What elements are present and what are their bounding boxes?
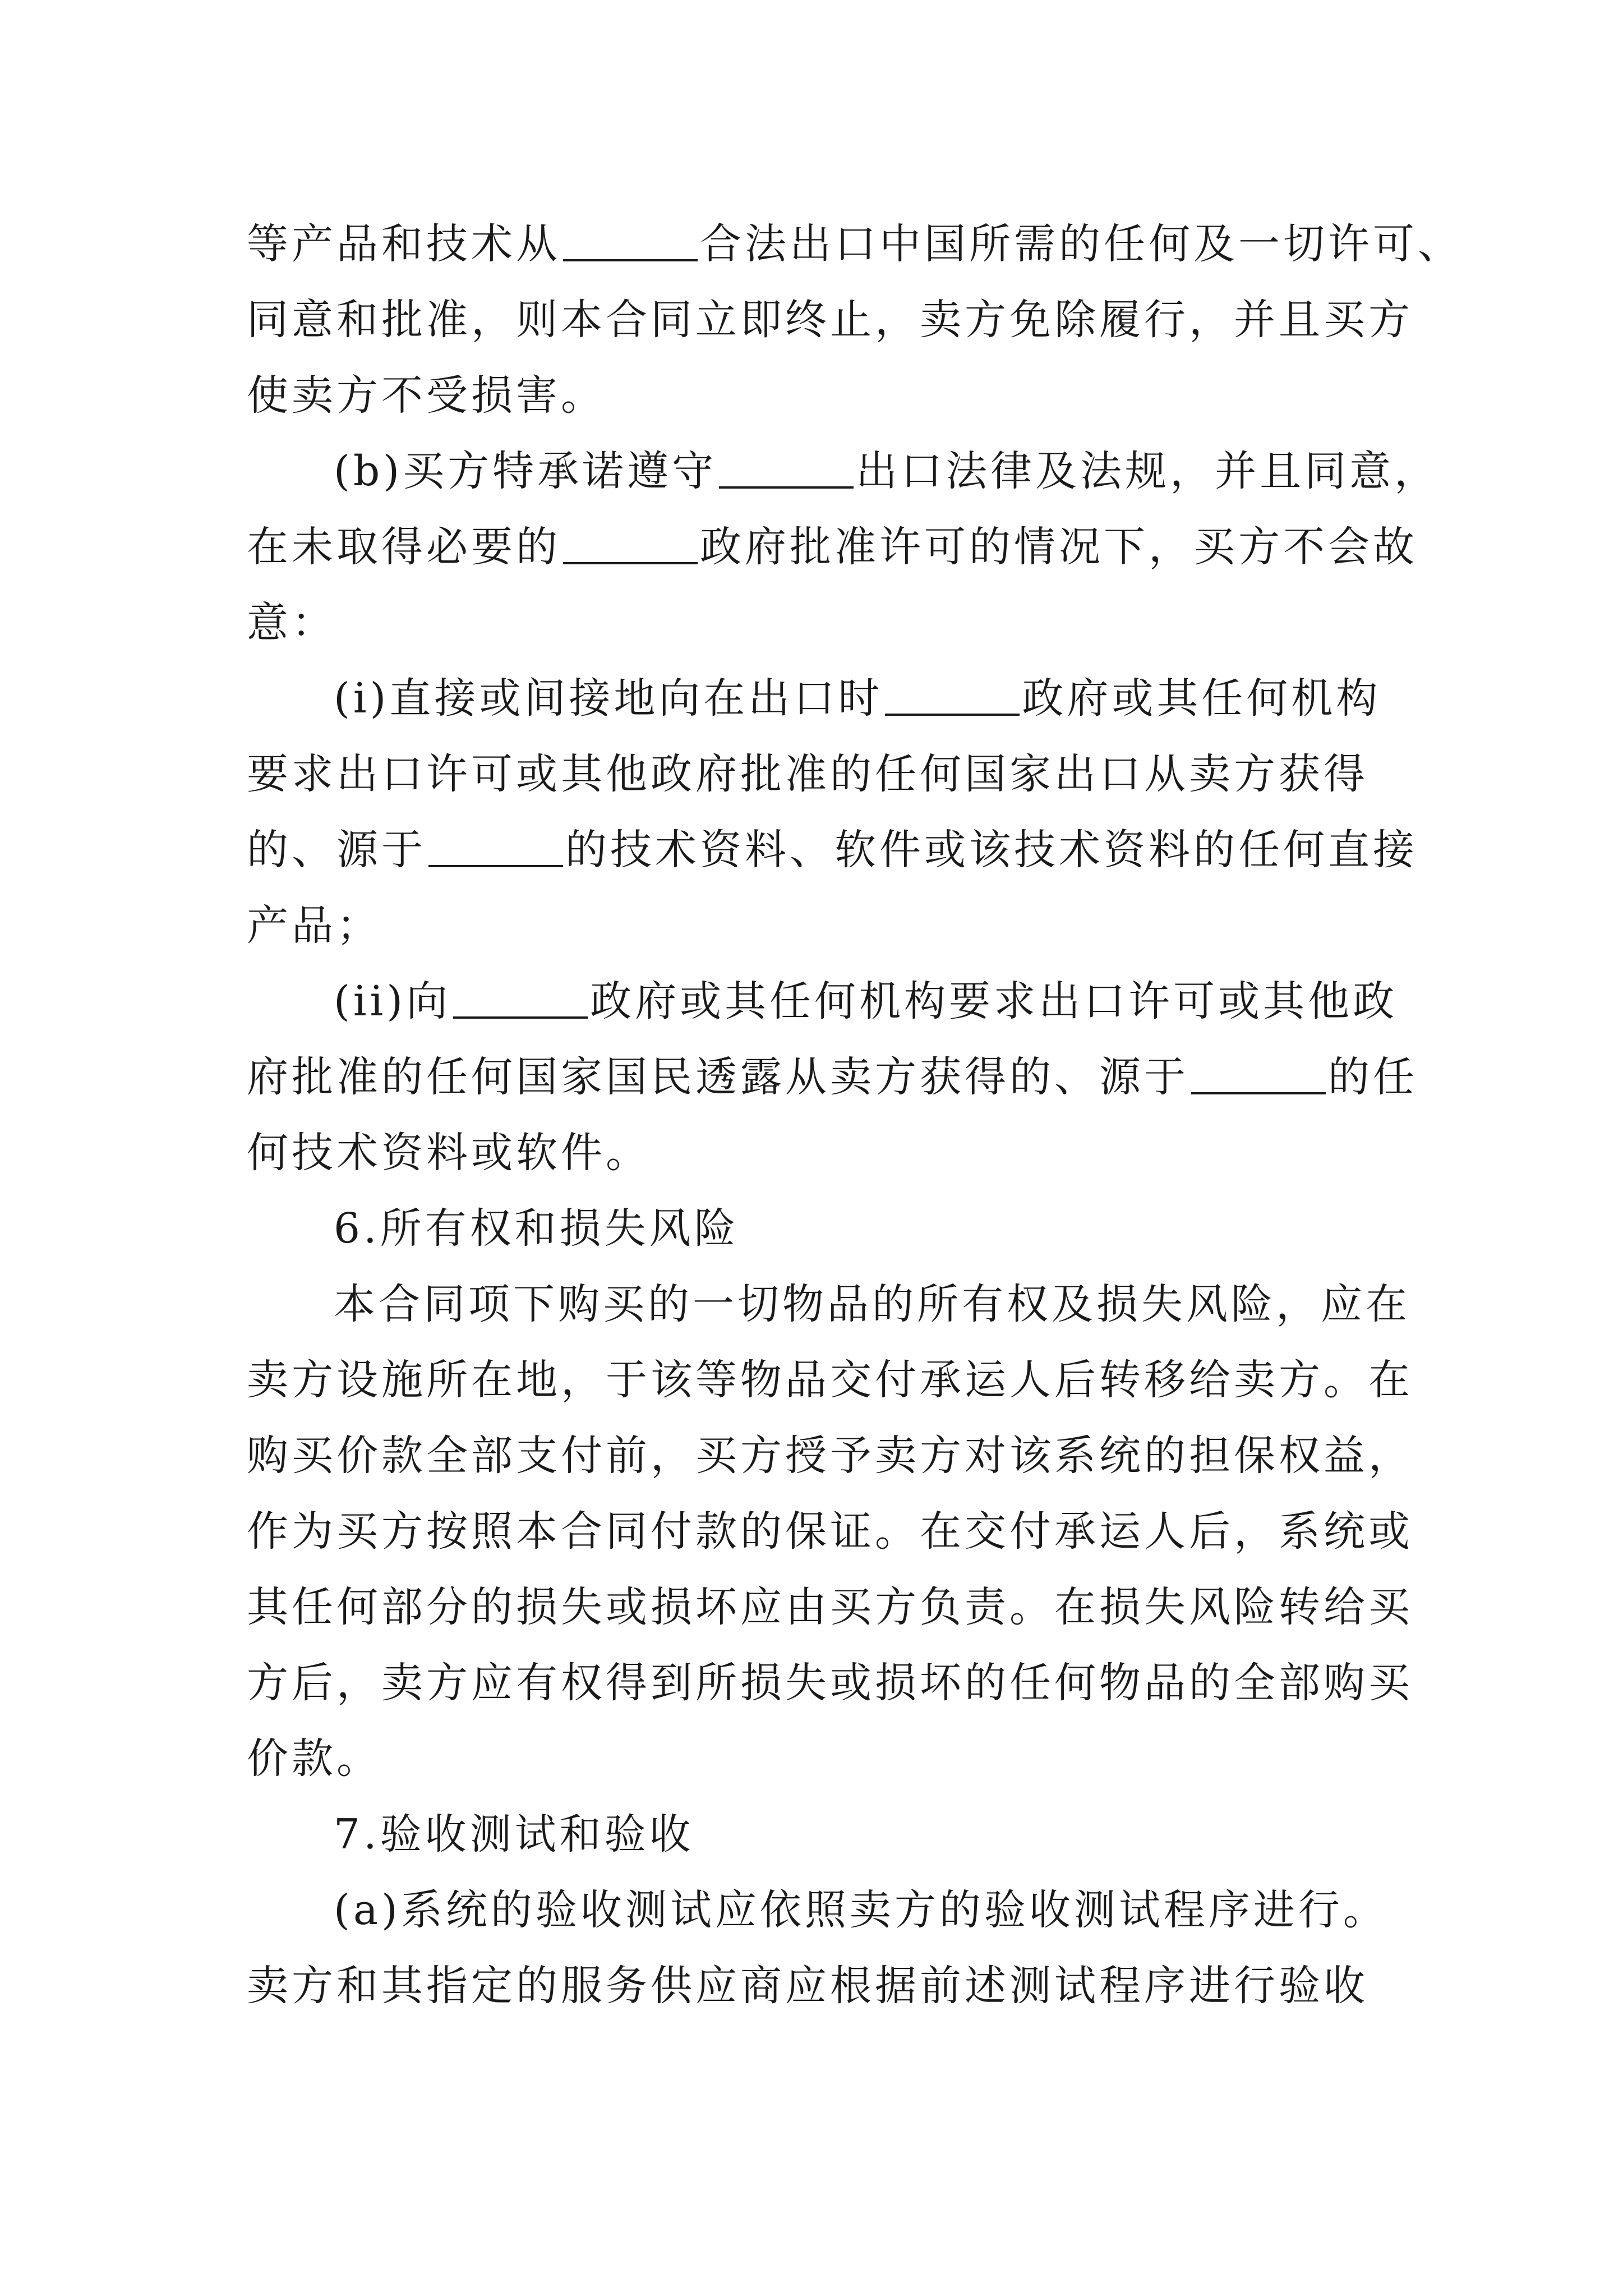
text-line: 使卖方不受损害。 [247,371,606,420]
text-line: 等产品和技术从 合法出口中国所需的任何及一切许可、 [247,220,1463,268]
text-line: 要求出口许可或其他政府批准的任何国家出口从卖方获得 [247,750,1368,798]
text-line: 本合同项下购买的一切物品的所有权及损失风险，应在 [334,1280,1410,1328]
text-line: 在未取得必要的 政府批准许可的情况下，买方不会故 [247,523,1418,571]
text-line: (ii)向 政府或其任何机构要求出口许可或其他政 [334,977,1398,1025]
text-line: 府批准的任何国家国民透露从卖方获得的、源于 的任 [247,1053,1418,1101]
text-line: 意： [247,599,336,647]
blank-underline [1191,1092,1326,1094]
text-line: 卖方和其指定的服务供应商应根据前述测试程序进行验收 [247,1962,1368,2010]
text-line: 价款。 [247,1734,381,1783]
text-line: (b)买方特承诺遵守 出口法律及法规，并且同意， [334,447,1440,495]
text-line: 的、源于 的技术资料、软件或该技术资料的任何直接 [247,826,1418,874]
text-line: (a)系统的验收测试应依照卖方的验收测试程序进行。 [334,1886,1388,1934]
blank-underline [428,865,563,867]
text-line: 其任何部分的损失或损坏应由买方负责。在损失风险转给买 [247,1583,1413,1631]
text-line: 同意和批准，则本合同立即终止，卖方免除履行，并且买方 [247,296,1413,344]
blank-underline [453,1016,588,1019]
text-line: 产品； [247,901,381,950]
section-heading: 6.所有权和损失风险 [334,1204,739,1253]
blank-underline [719,486,854,489]
section-heading: 7.验收测试和验收 [334,1810,694,1858]
text-line: 购买价款全部支付前，买方授予卖方对该系统的担保权益， [247,1432,1413,1480]
blank-underline [563,562,698,564]
blank-underline [885,714,1020,716]
text-line: 作为买方按照本合同付款的保证。在交付承运人后，系统或 [247,1507,1413,1556]
blank-underline [563,259,698,261]
text-line: 何技术资料或软件。 [247,1129,651,1177]
text-line: 方后，卖方应有权得到所损失或损坏的任何物品的全部购买 [247,1659,1413,1707]
text-line: (i)直接或间接地向在出口时 政府或其任何机构 [334,674,1381,723]
text-line: 卖方设施所在地，于该等物品交付承运人后转移给卖方。在 [247,1356,1413,1404]
